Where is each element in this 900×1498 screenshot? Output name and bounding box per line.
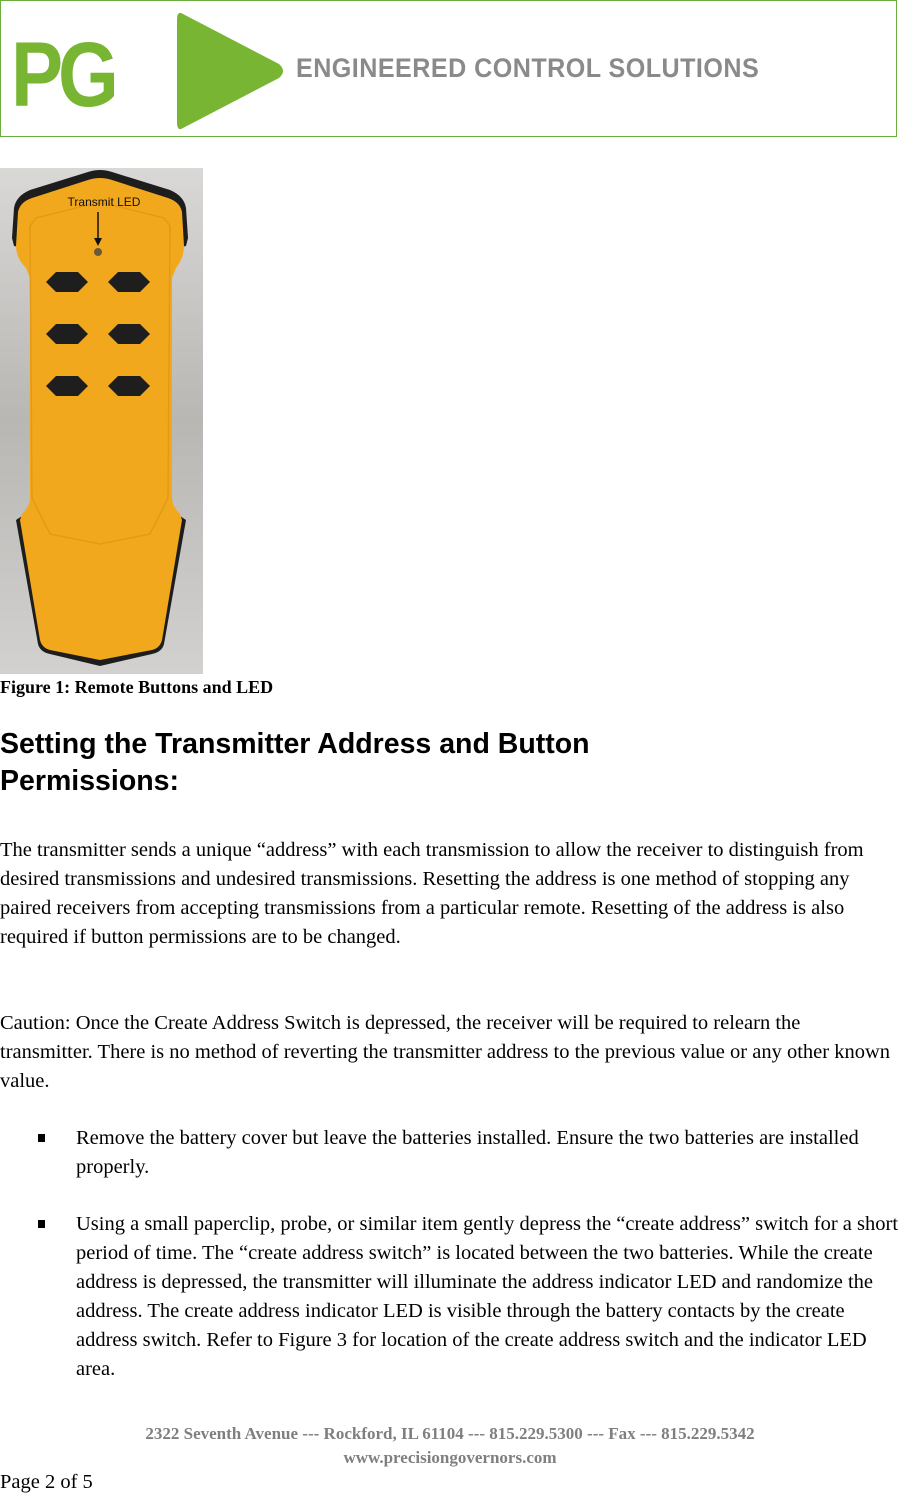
page-number: Page 2 of 5 xyxy=(0,1471,93,1493)
bullet-square-icon xyxy=(38,1220,45,1228)
transmit-led-label: Transmit LED xyxy=(67,195,141,209)
bullet-square-icon xyxy=(38,1134,45,1142)
header-logo-banner xyxy=(0,0,897,137)
footer-website[interactable]: www.precisiongovernors.com xyxy=(343,1448,557,1467)
remote-control-illustration xyxy=(0,168,203,674)
list-item xyxy=(38,1210,898,1384)
remote-photo xyxy=(0,168,203,674)
list-item-text: Using a small paperclip, probe, or similar item gently depress the “create address” switch for a short period of time. The “create address switch” is located between the two batteries. While the create address is depressed, the transmitter will illuminate the address indicator LED and randomize the address. The create address indicator LED is visible through the battery contacts by the create address switch. Refer to Figure 3 for location of the create address switch and the indicator LED area. xyxy=(76,1213,899,1380)
caution-paragraph: Caution: Once the Create Address Switch is depressed, the receiver will be required to relearn the transmitter. There is no method of reverting the transmitter address to the previous value or any other known value. xyxy=(0,1012,890,1092)
logo-play-triangle-icon xyxy=(175,8,287,134)
figure-caption: Figure 1: Remote Buttons and LED xyxy=(0,677,274,697)
logo-pg-letters: PG xyxy=(11,24,114,126)
section-heading: Setting the Transmitter Address and Button Permissions: xyxy=(0,728,590,797)
footer-address: 2322 Seventh Avenue --- Rockford, IL 61104 --- 815.229.5300 --- Fax --- 815.229.5342 xyxy=(145,1424,755,1443)
logo-tagline: ENGINEERED CONTROL SOLUTIONS xyxy=(296,53,760,83)
list-item-text: Remove the battery cover but leave the batteries installed. Ensure the two batteries are installed properly. xyxy=(76,1127,859,1178)
list-item xyxy=(38,1124,898,1182)
intro-paragraph: The transmitter sends a unique “address” with each transmission to allow the receiver to distinguish from desired transmissions and undesired transmissions. Resetting the address is one method of stopping any paired receivers from accepting transmissions from a particular remote. Resetting of the address is also required if button permissions are to be changed. xyxy=(0,839,864,948)
